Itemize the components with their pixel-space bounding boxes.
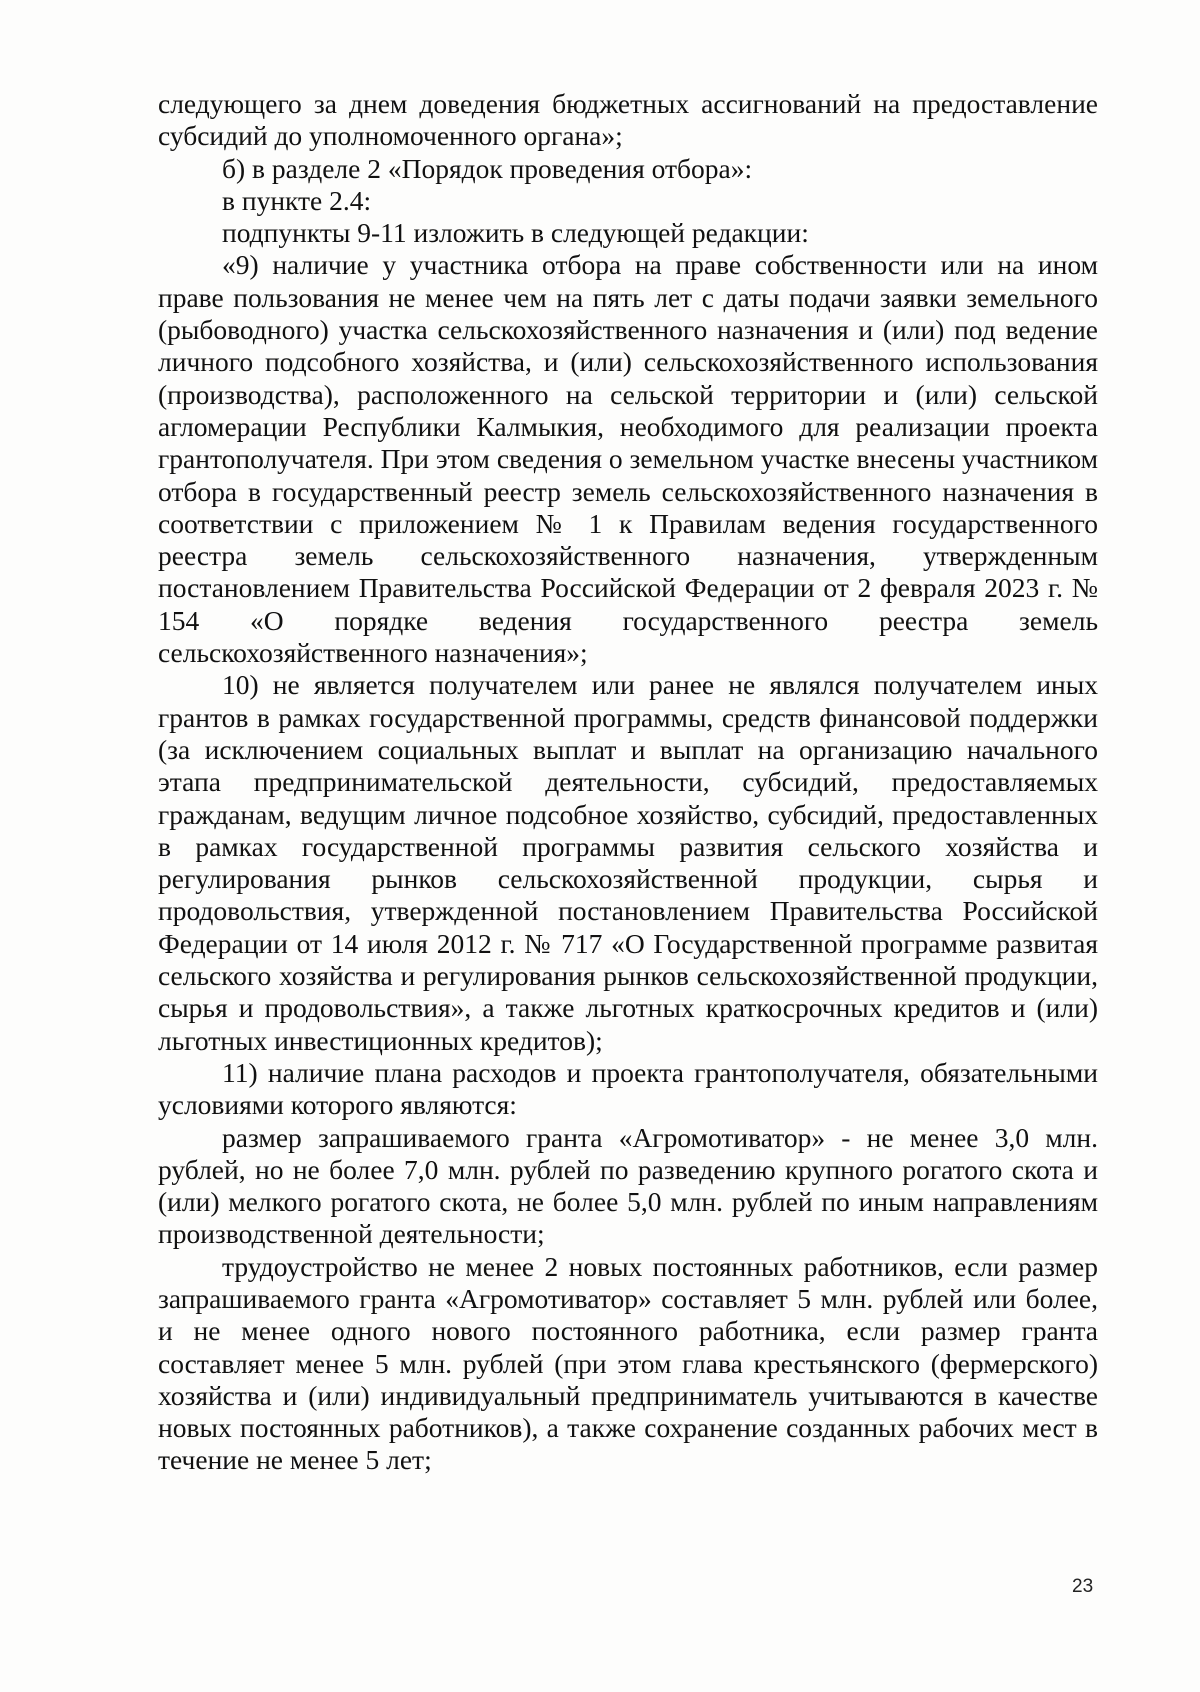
paragraph-section-2: б) в разделе 2 «Порядок проведения отбора»: <box>222 152 753 184</box>
paragraph-subpoints-intro: подпункты 9-11 изложить в следующей редакции: <box>222 217 809 249</box>
paragraph-grant-size: размер запрашиваемого гранта «Агромотиватор» - не менее 3,0 млн. рублей, но не более 7,0 млн. рублей по разведению крупного рогатого скота и (или) мелкого рогатого скота, не более 5,0 млн. рублей по иным направлениям производственной деятельности; <box>158 1121 1098 1250</box>
paragraph-subpoint-11: 11) наличие плана расходов и проекта грантополучателя, обязательными условиями которого являются: <box>158 1056 1098 1121</box>
paragraph-continuation: следующего за днем доведения бюджетных ассигнований на предоставление субсидий до уполномоченного органа»; <box>158 88 1098 152</box>
document-body <box>158 88 1098 1477</box>
paragraph-employment: трудоустройство не менее 2 новых постоянных работников, если размер запрашиваемого гранта «Агромотиватор» составляет 5 млн. рублей или более, и не менее одного нового постоянного работника, если размер гранта составляет менее 5 млн. рублей (при этом глава крестьянского (фермерского) хозяйства и (или) индивидуальный предприниматель учитываются в качестве новых постоянных работников), а также сохранение созданных рабочих мест в течение не менее 5 лет; <box>158 1250 1098 1476</box>
paragraph-subpoint-9: «9) наличие у участника отбора на праве собственности или на ином праве пользования не менее чем на пять лет с даты подачи заявки земельного (рыбоводного) участка сельскохозяйственного назначения и (или) под ведение личного подсобного хозяйства, и (или) сельскохозяйственного использования (производства), расположенного на сельской территории и (или) сельской агломерации Республики Калмыкия, необходимого для реализации проекта грантополучателя. При этом сведения о земельном участке внесены участником отбора в государственный реестр земель сельскохозяйственного назначения в соответствии с приложением № 1 к Правилам ведения государственного реестра земель сельскохозяйственного назначения, утвержденным постановлением Правительства Российской Федерации от 2 февраля 2023 г. № 154 «О порядке ведения государственного реестра земель сельскохозяйственного назначения»; <box>158 249 1098 669</box>
paragraph-subpoint-10: 10) не является получателем или ранее не являлся получателем иных грантов в рамках государственной программы, средств финансовой поддержки (за исключением социальных выплат и выплат на организацию начального этапа предпринимательской деятельности, субсидий, предоставляемых гражданам, ведущим личное подсобное хозяйство, субсидий, предоставленных в рамках государственной программы развития сельского хозяйства и регулирования рынков сельскохозяйственной продукции, сырья и продовольствия, утвержденной постановлением Правительства Российской Федерации от 14 июля 2012 г. № 717 «О Государственной программе развитая сельского хозяйства и регулирования рынков сельскохозяйственной продукции, сырья и продовольствия», а также льготных краткосрочных кредитов и (или) льготных инвестиционных кредитов); <box>158 669 1098 1056</box>
paragraph-point-2-4: в пункте 2.4: <box>222 184 372 216</box>
page-number: 23 <box>1072 1576 1094 1597</box>
